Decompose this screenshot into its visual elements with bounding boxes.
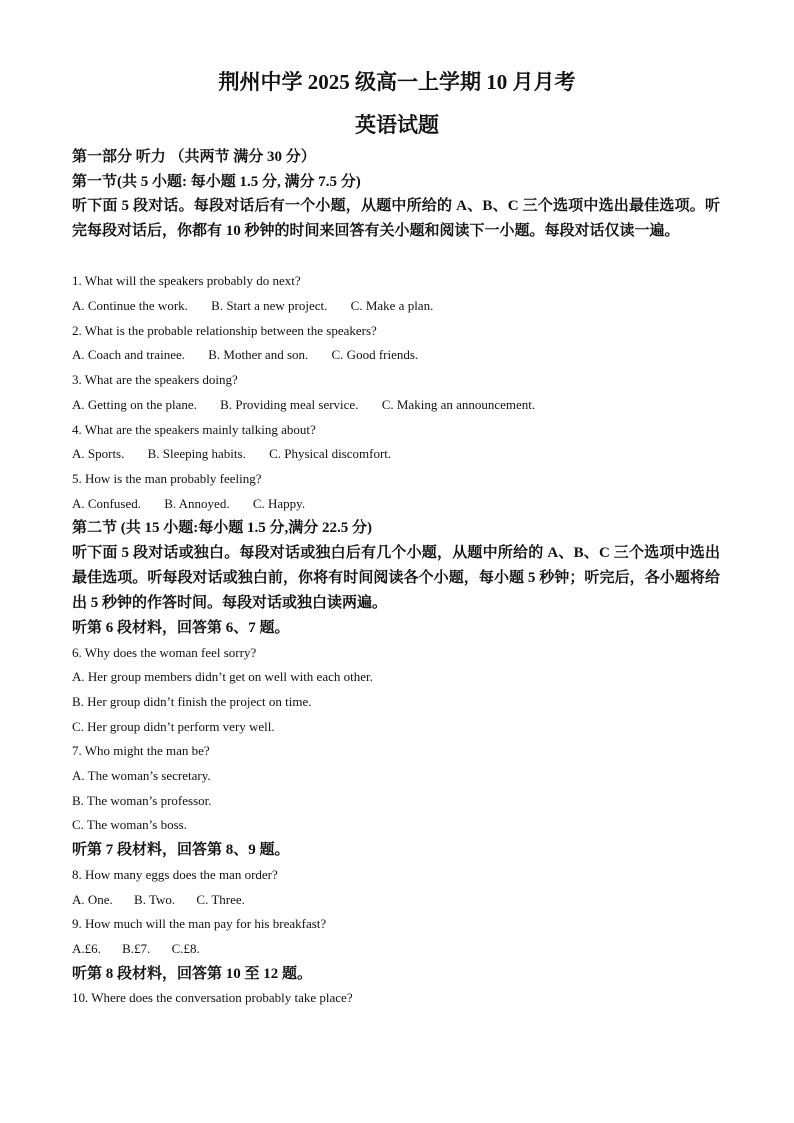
question-options: [72, 492, 720, 517]
option-b[interactable]: B. Start a new project.: [211, 298, 328, 314]
material-heading: 听第 6 段材料，回答第 6、7 题。: [72, 619, 290, 636]
option-b[interactable]: B. Annoyed.: [164, 495, 230, 511]
question-options: [72, 393, 720, 418]
question-stem: 2. What is the probable relationship between the speakers?: [72, 322, 377, 338]
option-b[interactable]: B. Her group didn’t finish the project on time.: [72, 694, 312, 709]
option-c[interactable]: C. Make a plan.: [350, 298, 434, 314]
question-options: [72, 343, 720, 368]
section1-instructions: 听下面 5 段对话。每段对话后有一个小题，从题中所给的 A、B、C 三个选项中选出最佳选项。听完每段对话后，你都有 10 秒钟的时间来回答有关小题和阅读下一小题。每段对话仅读一遍。: [72, 198, 720, 240]
exam-title: 荆州中学 2025 级高一上学期 10 月月考: [218, 70, 576, 94]
question-stem: 1. What will the speakers probably do next?: [72, 273, 301, 289]
option-a[interactable]: A. Sports.: [72, 446, 125, 462]
part1-heading: 第一部分 听力 （共两节 满分 30 分）: [72, 149, 316, 165]
option-b[interactable]: B. The woman’s professor.: [72, 792, 212, 808]
option-a[interactable]: A. Confused.: [72, 495, 141, 511]
question-stem: 10. Where does the conversation probably take place?: [72, 990, 353, 1006]
option-a[interactable]: A. Getting on the plane.: [72, 396, 197, 412]
question-stem: 4. What are the speakers mainly talking about?: [72, 421, 316, 437]
option-c[interactable]: C. Her group didn’t perform very well.: [72, 718, 275, 734]
option-c[interactable]: C. Three.: [196, 891, 245, 907]
question-stem: 9. How much will the man pay for his breakfast?: [72, 916, 327, 932]
option-b[interactable]: B. Two.: [134, 891, 176, 907]
option-c[interactable]: C. The woman’s boss.: [72, 817, 187, 833]
question-stem: 5. How is the man probably feeling?: [72, 470, 262, 486]
option-a[interactable]: A. The woman’s secretary.: [72, 768, 211, 784]
option-c[interactable]: C.£8.: [171, 940, 200, 956]
option-b[interactable]: B.£7.: [122, 940, 151, 956]
option-a[interactable]: A. Her group members didn’t get on well with each other.: [72, 669, 373, 685]
option-c[interactable]: C. Making an announcement.: [381, 396, 536, 412]
question-options: [72, 442, 720, 467]
section1-heading: 第一节(共 5 小题: 每小题 1.5 分, 满分 7.5 分): [72, 173, 361, 190]
question-options: [72, 888, 720, 913]
option-b[interactable]: B. Providing meal service.: [220, 396, 359, 412]
option-c[interactable]: C. Physical discomfort.: [269, 446, 392, 462]
option-a[interactable]: A.£6.: [72, 940, 101, 956]
question-stem: 6. Why does the woman feel sorry?: [72, 644, 257, 660]
question-stem: 3. What are the speakers doing?: [72, 372, 238, 388]
option-b[interactable]: B. Mother and son.: [208, 347, 309, 363]
section2-instructions: 听下面 5 段对话或独白。每段对话或独白后有几个小题，从题中所给的 A、B、C 三个选项中选出最佳选项。听每段对话或独白前，你将有时间阅读各个小题，每小题 5 秒钟；听完后，各小题将给出 5 秒钟的作答时间。每段对话或独白读两遍。: [72, 544, 720, 611]
option-a[interactable]: A. One.: [72, 891, 113, 907]
exam-content: [72, 145, 720, 1011]
exam-subtitle: 英语试题: [355, 113, 439, 137]
option-c[interactable]: C. Good friends.: [331, 347, 419, 363]
option-a[interactable]: A. Continue the work.: [72, 298, 188, 314]
question-stem: 7. Who might the man be?: [72, 743, 210, 759]
question-options: [72, 294, 720, 319]
option-a[interactable]: A. Coach and trainee.: [72, 347, 185, 363]
material-heading: 听第 7 段材料，回答第 8、9 题。: [72, 842, 290, 859]
material-heading: 听第 8 段材料，回答第 10 至 12 题。: [72, 965, 313, 982]
option-c[interactable]: C. Happy.: [252, 495, 306, 511]
question-stem: 8. How many eggs does the man order?: [72, 866, 278, 882]
question-options: [72, 937, 720, 962]
option-b[interactable]: B. Sleeping habits.: [147, 446, 246, 462]
section2-heading: 第二节 (共 15 小题:每小题 1.5 分,满分 22.5 分): [72, 520, 372, 537]
